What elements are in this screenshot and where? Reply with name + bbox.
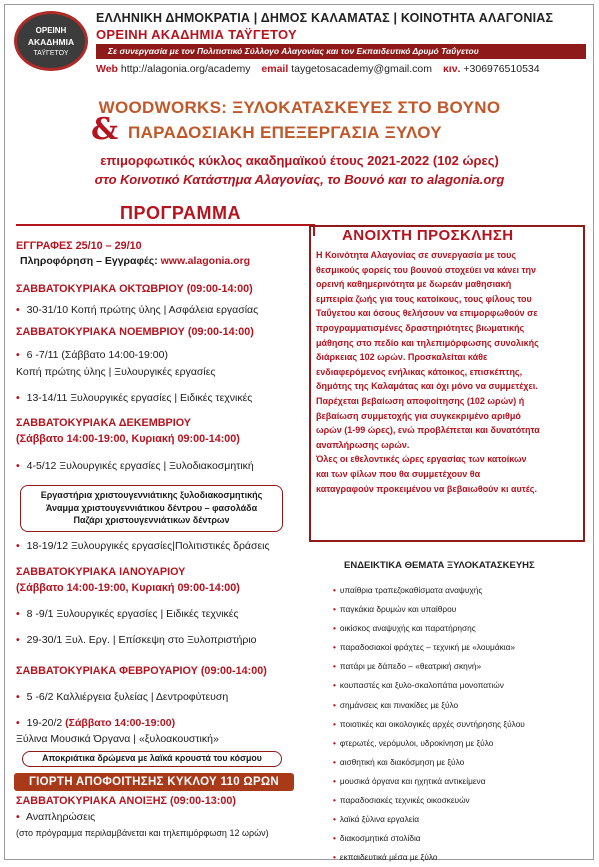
item-text: Ξυλουργικές εργασίες|Πολιτιστικές δράσεις <box>70 540 270 552</box>
item-date: 6 -7/11 (Σάββατο 14:00-19:00) <box>26 349 168 361</box>
theme-item: • πατάρι με δάπεδο – «θεατρική σκηνή» <box>333 657 525 676</box>
invitation-text <box>316 248 582 496</box>
list-item <box>16 349 168 361</box>
list-item <box>16 811 95 823</box>
item-text: Κοπή πρώτης ύλης | Ξυλουργικές εργασίες <box>16 366 216 378</box>
invitation-line: ωρών (1-99 ώρες), ενώ προβλέπεται και δυνατότητα <box>316 425 540 436</box>
themes-title: ΕΝΔΕΙΚΤΙΚΑ ΘΕΜΑΤΑ ΞΥΛΟΚΑΤΑΣΚΕΥΗΣ <box>344 560 535 571</box>
january-section-hours: (Σάββατο 14:00-19:00, Κυριακή 09:00-14:00) <box>16 582 240 594</box>
header-authority: ΕΛΛΗΝΙΚΗ ΔΗΜΟΚΡΑΤΙΑ | ΔΗΜΟΣ ΚΑΛΑΜΑΤΑΣ | ΚΟΙΝΟΤΗΤΑ ΑΛΑΓΟΝΙΑΣ <box>96 11 554 25</box>
logo-line-3: ΤΑΫΓΕΤΟΥ <box>33 50 69 57</box>
item-date: 30-31/10 <box>26 304 69 316</box>
theme-item: • υπαίθρια τραπεζοκαθίσματα αναψυχής <box>333 581 525 600</box>
theme-item: • φτερωτές, νερόμυλοι, υδροκίνηση με ξύλο <box>333 734 525 753</box>
item-text: Ξυλουργικές εργασίες | Ξυλοδιακοσμητική <box>59 460 254 472</box>
item-hours: (Σάββατο 14:00-19:00) <box>65 717 176 729</box>
email-link[interactable]: taygetosacademy@gmail.com <box>291 63 433 75</box>
january-section-title: ΣΑΒΒΑΤΟΚΥΡΙΑΚΑ ΙΑΝΟΥΑΡΙΟΥ <box>16 566 186 578</box>
list-item <box>16 717 175 729</box>
email-label: email <box>261 63 289 75</box>
invitation-line: δημότης της Καλαμάτας και όχι μόνο να συμμετέχει. <box>316 381 538 392</box>
list-item <box>16 304 258 316</box>
list-item <box>16 540 270 552</box>
theme-item: • διακοσμητικά στολίδια <box>333 829 525 848</box>
theme-item: • παγκάκια δρυμών και υπαίθρου <box>333 600 525 619</box>
academy-logo <box>14 11 88 71</box>
item-date: 18-19/12 <box>26 540 69 552</box>
invitation-line: βεβαίωση συμμετοχής για συγκεκριμένο αριθμό <box>316 410 521 421</box>
registrations: ΕΓΓΡΑΦΕΣ 25/10 – 29/10 <box>16 240 142 252</box>
item-date: 19-20/2 <box>26 717 63 729</box>
theme-item: • οικίσκος αναψυχής και παρατήρησης <box>333 619 525 638</box>
theme-item: • μουσικά όργανα και ηχητικά αντικείμενα <box>333 772 525 791</box>
invitation-line: καταγραφούν προκειμένου να βεβαιωθούν κι αυτές. <box>316 483 537 494</box>
christmas-line-2: Άναμμα χριστουγεννιάτικου δέντρου – φασολάδα <box>45 502 258 513</box>
item-text: Αναπληρώσεις <box>26 811 96 823</box>
invitation-line: Ταΰγετου και όσους θελήσουν να επιμορφωθούν σε <box>316 308 538 319</box>
spring-section-title: ΣΑΒΒΑΤΟΚΥΡΙΑΚΑ ΑΝΟΙΞΗΣ (09:00-13:00) <box>16 795 236 807</box>
phone-number: +306976510534 <box>463 63 540 75</box>
program-title: ΠΡΟΓΡΑΜΜΑ <box>120 203 241 223</box>
item-date: 29-30/1 <box>26 634 63 646</box>
main-title-line-1: WOODWORKS: ΞΥΛΟΚΑΤΑΣΚΕΥΕΣ ΣΤΟ ΒΟΥΝΟ <box>98 98 501 117</box>
subtitle-location: στο Κοινοτικό Κατάστημα Αλαγονίας, το Βουνό και το alagonia.org <box>94 172 505 187</box>
header-academy-name: ΟΡΕΙΝΗ ΑΚΑΔΗΜΙΑ ΤΑΫΓΕΤΟΥ <box>96 27 297 42</box>
theme-item: • κουπαστές και ξυλο-σκαλοπάτια μονοπατιών <box>333 676 525 695</box>
item-date: 5 -6/2 <box>26 691 54 703</box>
theme-item: • ποιοτικές και οικολογικές αρχές συντήρησης ξύλου <box>333 715 525 734</box>
christmas-line-3: Παζάρι χριστουγεννιάτικων δέντρων <box>73 515 230 525</box>
graduation-band: ΓΙΟΡΤΗ ΑΠΟΦΟΙΤΗΣΗΣ ΚΥΚΛΟΥ 110 ΩΡΩΝ <box>14 773 294 791</box>
item-date: 4-5/12 <box>26 460 57 472</box>
header-contact <box>96 63 548 75</box>
info-label: Πληροφόρηση – Εγγραφές: <box>20 255 158 267</box>
web-label: Web <box>96 63 118 75</box>
themes-list <box>333 581 525 867</box>
list-item <box>16 392 252 404</box>
logo-line-2: ΑΚΑΔΗΜΙΑ <box>27 37 75 47</box>
theme-item: • λαϊκά ξύλινα εργαλεία <box>333 810 525 829</box>
invitation-line: προγραμματισμένες δραστηριότητες βιωματικής <box>316 322 525 333</box>
tele-training-note: (στο πρόγραμμα περιλαμβάνεται και τηλεπιμόρφωση 12 ωρών) <box>16 828 269 838</box>
info-url-link[interactable]: www.alagonia.org <box>160 255 251 267</box>
invitation-line: ενδιαφερόμενος ενήλικας κάτοικος, επισκέπτης, <box>316 366 523 377</box>
november-section-title: ΣΑΒΒΑΤΟΚΥΡΙΑΚΑ ΝΟΕΜΒΡΙΟΥ (09:00-14:00) <box>16 326 254 338</box>
logo-line-1: ΟΡΕΙΝΗ <box>35 26 67 35</box>
subtitle-cycle: επιμορφωτικός κύκλος ακαδημαϊκού έτους 2021-2022 (102 ώρες) <box>100 153 499 168</box>
invitation-line: μάθησης στο πεδίο και τηλεπιμόρφωσης συνολικής <box>316 337 539 348</box>
list-item <box>16 608 239 620</box>
invitation-line: Η Κοινότητα Αλαγονίας σε συνεργασία με τους <box>316 250 517 260</box>
theme-item: • παραδοσιακοί φράχτες – τεχνική με «λουμάκια» <box>333 638 525 657</box>
main-title-line-2: ΠΑΡΑΔΟΣΙΑΚΗ ΕΠΕΞΕΡΓΑΣΙΑ ΞΥΛΟΥ <box>128 123 442 142</box>
item-text: Καλλιέργεια ξυλείας | Δεντροφύτευση <box>56 691 229 703</box>
invitation-line: διάρκειας 102 ωρών. Προσκαλείται κάθε <box>316 352 488 363</box>
invitation-line: Όλες οι εθελοντικές ώρες εργασίας των κατοίκων <box>316 454 527 465</box>
list-item <box>16 634 257 646</box>
theme-item: • αισθητική και διακόσμηση με ξύλο <box>333 753 525 772</box>
invitation-line: ορεινή καθημερινότητα με δωρεάν μαθησιακή <box>316 279 512 290</box>
invitation-title: ΑΝΟΙΧΤΗ ΠΡΟΣΚΛΗΣΗ <box>342 227 514 244</box>
item-text: Ξυλουργικές εργασίες | Ειδικές τεχνικές <box>70 392 253 404</box>
item-text: Ξυλ. Εργ. | Επίσκεψη στο Ξυλοπριστήριο <box>65 634 257 646</box>
invitation-line: θεσμικούς φορείς του βουνού στοχεύει να κάνει την <box>316 264 537 275</box>
invitation-line: εμπειρία ζωής για τους κατοίκους, τους φίλους του <box>316 293 532 304</box>
program-divider <box>16 224 314 226</box>
december-section-hours: (Σάββατο 14:00-19:00, Κυριακή 09:00-14:00) <box>16 433 240 445</box>
theme-item: • σημάνσεις και πινακίδες με ξύλο <box>333 696 525 715</box>
theme-item: • εκπαιδευτικά μέσα με ξύλο <box>333 848 525 867</box>
item-text: Ξύλινα Μουσικά Όργανα | «ξυλοακουστική» <box>16 733 219 745</box>
invitation-line: Παρέχεται βεβαίωση αποφοίτησης (102 ωρών) ή <box>316 395 525 406</box>
item-text: Κοπή πρώτης ύλης | Ασφάλεια εργασίας <box>70 304 259 316</box>
title-ampersand: & <box>91 112 119 147</box>
item-date: 8 -9/1 <box>26 608 54 620</box>
december-section-title: ΣΑΒΒΑΤΟΚΥΡΙΑΚΑ ΔΕΚΕΜΒΡΙΟΥ <box>16 417 192 429</box>
header-partners-band: Σε συνεργασία με τον Πολιτιστικό Σύλλογο Αλαγονίας και τον Εκπαιδευτικό Δρυμό Ταΰγετου <box>96 44 586 59</box>
invitation-line: αναπλήρωσης ωρών. <box>316 439 410 450</box>
october-section-title: ΣΑΒΒΑΤΟΚΥΡΙΑΚΑ ΟΚΤΩΒΡΙΟΥ (09:00-14:00) <box>16 283 253 295</box>
item-date: 13-14/11 <box>26 392 68 404</box>
carnival-events-box: Αποκριάτικα δρώμενα με λαϊκά κρουστά του κόσμου <box>22 751 282 767</box>
web-link[interactable]: http://alagonia.org/academy <box>120 63 251 75</box>
phone-label: κιν. <box>442 63 461 75</box>
invitation-line: και των φίλων που θα συμμετέχουν θα <box>316 468 481 479</box>
theme-item: • παραδοσιακές τεχνικές οικοσκευών <box>333 791 525 810</box>
list-item <box>16 691 228 703</box>
list-item <box>16 460 254 472</box>
info-line <box>20 255 250 267</box>
christmas-line-1: Εργαστήρια χριστουγεννιάτικης ξυλοδιακοσμητικής <box>40 490 263 500</box>
christmas-events-box <box>20 485 283 532</box>
item-text: Ξυλουργικές εργασίες | Ειδικές τεχνικές <box>56 608 239 620</box>
february-section-title: ΣΑΒΒΑΤΟΚΥΡΙΑΚΑ ΦΕΒΡΟΥΑΡΙΟΥ (09:00-14:00) <box>16 665 267 677</box>
